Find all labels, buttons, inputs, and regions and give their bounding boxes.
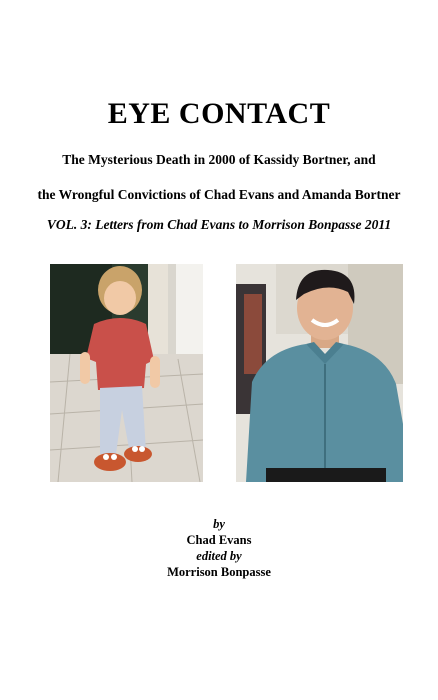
book-title: EYE CONTACT [107,97,331,130]
edited-by-label: edited by [196,549,242,563]
editor-name: Morrison Bonpasse [167,565,271,579]
author-name: Chad Evans [186,533,252,547]
subtitle-line-2: the Wrongful Convictions of Chad Evans and Amanda Bortner [37,187,401,202]
by-label: by [213,517,225,531]
man-photo [236,264,403,482]
subtitle-line-1: The Mysterious Death in 2000 of Kassidy Bortner, and [62,152,376,167]
toddler-photo [50,264,203,482]
volume-line: VOL. 3: Letters from Chad Evans to Morrison Bonpasse 2011 [46,217,392,232]
